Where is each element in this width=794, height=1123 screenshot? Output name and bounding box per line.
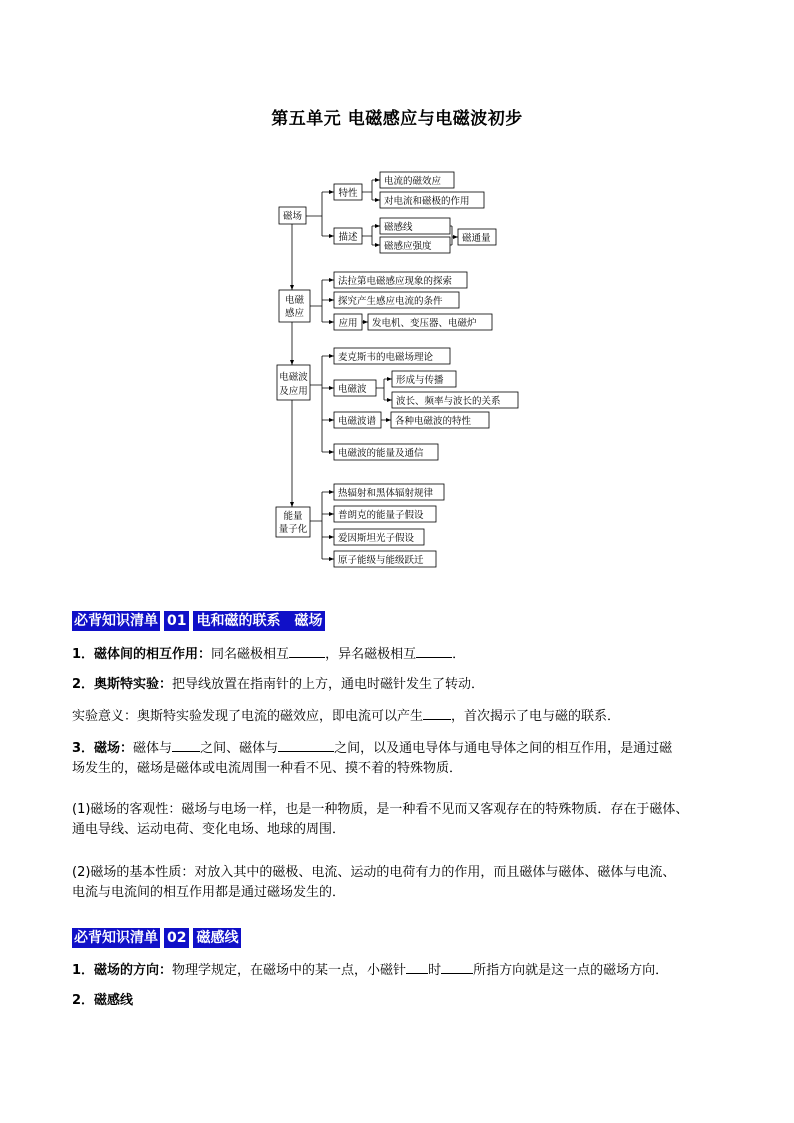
node-diancibo xyxy=(334,380,376,396)
svg-text:感应: 感应 xyxy=(284,308,305,319)
node-diancigan-ying xyxy=(279,290,310,322)
node-ciganying-qiangdu xyxy=(380,237,450,253)
svg-text:对电流和磁极的作用: 对电流和磁极的作用 xyxy=(384,196,470,207)
svg-text:电磁波: 电磁波 xyxy=(338,384,367,395)
svg-text:波长、频率与波长的关系: 波长、频率与波长的关系 xyxy=(396,396,501,407)
para-heading: 2．奥斯特实验： xyxy=(72,677,173,692)
node-citongliang xyxy=(458,229,496,245)
node-gezhong xyxy=(391,412,489,428)
text: 磁体与 xyxy=(133,741,173,756)
svg-text:特性: 特性 xyxy=(338,188,358,199)
para-heading: 1．磁体间的相互作用： xyxy=(72,647,212,662)
paragraph-5 xyxy=(72,800,732,840)
node-xingcheng xyxy=(392,371,456,387)
svg-text:爱因斯坦光子假设: 爱因斯坦光子假设 xyxy=(338,533,415,544)
node-diancibopu xyxy=(334,412,381,428)
paragraph-3 xyxy=(72,706,732,727)
page-title: 第五单元 电磁感应与电磁波初步 xyxy=(271,109,523,129)
svg-text:电流的磁效应: 电流的磁效应 xyxy=(384,176,442,187)
node-refushe xyxy=(334,484,444,500)
svg-text:发电机、变压器、电磁炉: 发电机、变压器、电磁炉 xyxy=(372,318,477,329)
section-label: 必背知识清单 xyxy=(74,613,158,629)
para-heading: 2．磁感线 xyxy=(72,993,134,1008)
svg-text:法拉第电磁感应现象的探索: 法拉第电磁感应现象的探索 xyxy=(338,276,453,287)
text: 通电导线、运动电荷、变化电场、地球的周围． xyxy=(72,822,346,837)
svg-text:及应用: 及应用 xyxy=(279,386,308,397)
node-dianliu-cixiaoying xyxy=(380,172,454,188)
paragraph-7 xyxy=(72,960,732,981)
svg-text:磁通量: 磁通量 xyxy=(462,233,491,244)
text: 物理学规定，在磁场中的某一点，小磁针 xyxy=(172,963,407,978)
svg-text:热辐射和黑体辐射规律: 热辐射和黑体辐射规律 xyxy=(338,488,434,499)
para-heading: 1．磁场的方向： xyxy=(72,963,173,978)
svg-text:各种电磁波的特性: 各种电磁波的特性 xyxy=(395,416,472,427)
node-yuanzi xyxy=(334,551,436,567)
fill-blank xyxy=(406,960,428,974)
node-bochang xyxy=(392,392,518,408)
text: ，首次揭示了电与磁的联系． xyxy=(451,709,621,724)
node-aiyinsitan xyxy=(334,529,424,545)
svg-text:应用: 应用 xyxy=(338,318,358,329)
node-texing xyxy=(334,184,362,200)
arrowheads xyxy=(290,178,458,561)
node-pulangke xyxy=(334,506,436,522)
text: 所指方向就是这一点的磁场方向． xyxy=(473,963,669,978)
svg-text:电磁波的能量及通信: 电磁波的能量及通信 xyxy=(338,448,424,459)
text: (2)磁场的基本性质：对放入其中的磁极、电流、运动的电荷有力的作用，而且磁体与磁体、磁体与电流、 xyxy=(72,865,676,880)
para-heading: 3．磁场： xyxy=(72,741,134,756)
node-nengliang-tongxin xyxy=(334,444,438,460)
svg-text:磁场: 磁场 xyxy=(282,211,303,222)
node-ciganxian xyxy=(380,218,450,234)
fill-blank xyxy=(289,644,325,658)
fill-blank xyxy=(416,644,452,658)
svg-text:探究产生感应电流的条件: 探究产生感应电流的条件 xyxy=(338,296,443,307)
text: (1)磁场的客观性：磁场与电场一样，也是一种物质，是一种看不见而又客观存在的特殊物质．存在于磁体、 xyxy=(72,802,689,817)
paragraph-2 xyxy=(72,675,732,695)
text: 之间、磁体与 xyxy=(200,741,279,756)
fill-blank xyxy=(423,706,451,720)
node-falade xyxy=(334,272,467,288)
fill-blank xyxy=(441,960,473,974)
svg-text:能量: 能量 xyxy=(283,511,303,522)
paragraph-4 xyxy=(72,738,732,779)
svg-text:电磁: 电磁 xyxy=(284,295,305,306)
node-miaoshu xyxy=(334,228,362,244)
section-label: 必背知识清单 xyxy=(74,930,158,946)
text: 同名磁极相互 xyxy=(211,647,290,662)
text: 场发生的，磁场是磁体或电流周围一种看不见、摸不着的特殊物质． xyxy=(72,761,463,776)
text: ． xyxy=(452,647,466,662)
section-topic: 磁感线 xyxy=(193,928,241,948)
node-tanjiu xyxy=(334,292,459,308)
svg-text:形成与传播: 形成与传播 xyxy=(396,375,444,386)
svg-text:麦克斯韦的电磁场理论: 麦克斯韦的电磁场理论 xyxy=(338,352,434,363)
svg-text:电磁波谱: 电磁波谱 xyxy=(338,416,377,427)
fill-blank xyxy=(172,738,200,752)
section-number: 01 xyxy=(164,611,189,631)
paragraph-8 xyxy=(72,991,732,1011)
text: 电流与电流间的相互作用都是通过磁场发生的． xyxy=(72,885,346,900)
section-header-02 xyxy=(72,928,241,948)
node-cichang xyxy=(279,207,306,224)
node-dui-dianliu-cijizuoyong xyxy=(380,192,484,208)
svg-text:普朗克的能量子假设: 普朗克的能量子假设 xyxy=(338,510,424,521)
svg-text:原子能级与能级跃迁: 原子能级与能级跃迁 xyxy=(338,555,424,566)
node-maikesiwei xyxy=(334,348,450,364)
section-number: 02 xyxy=(164,928,189,948)
svg-text:磁感应强度: 磁感应强度 xyxy=(384,241,432,252)
svg-text:磁感线: 磁感线 xyxy=(384,222,413,233)
text: ，异名磁极相互 xyxy=(325,647,417,662)
svg-text:量子化: 量子化 xyxy=(278,524,308,535)
svg-text:电磁波: 电磁波 xyxy=(279,372,308,383)
paragraph-1 xyxy=(72,644,732,665)
text: 时 xyxy=(428,963,442,978)
node-nengliang-zihua xyxy=(276,507,310,537)
text: 之间，以及通电导体与通电导体之间的相互作用，是通过磁 xyxy=(334,741,673,756)
text: 把导线放置在指南针的上方，通电时磁针发生了转动． xyxy=(172,677,485,692)
node-yingyong-items xyxy=(368,314,492,330)
node-yingyong xyxy=(334,314,362,330)
node-dcb-yingyong xyxy=(277,365,310,400)
section-topic: 电和磁的联系 磁场 xyxy=(193,611,325,631)
text: 实验意义：奥斯特实验发现了电流的磁效应，即电流可以产生 xyxy=(72,709,424,724)
section-header-01 xyxy=(72,611,325,631)
paragraph-6 xyxy=(72,863,732,903)
svg-text:描述: 描述 xyxy=(338,232,358,243)
fill-blank xyxy=(278,738,334,752)
